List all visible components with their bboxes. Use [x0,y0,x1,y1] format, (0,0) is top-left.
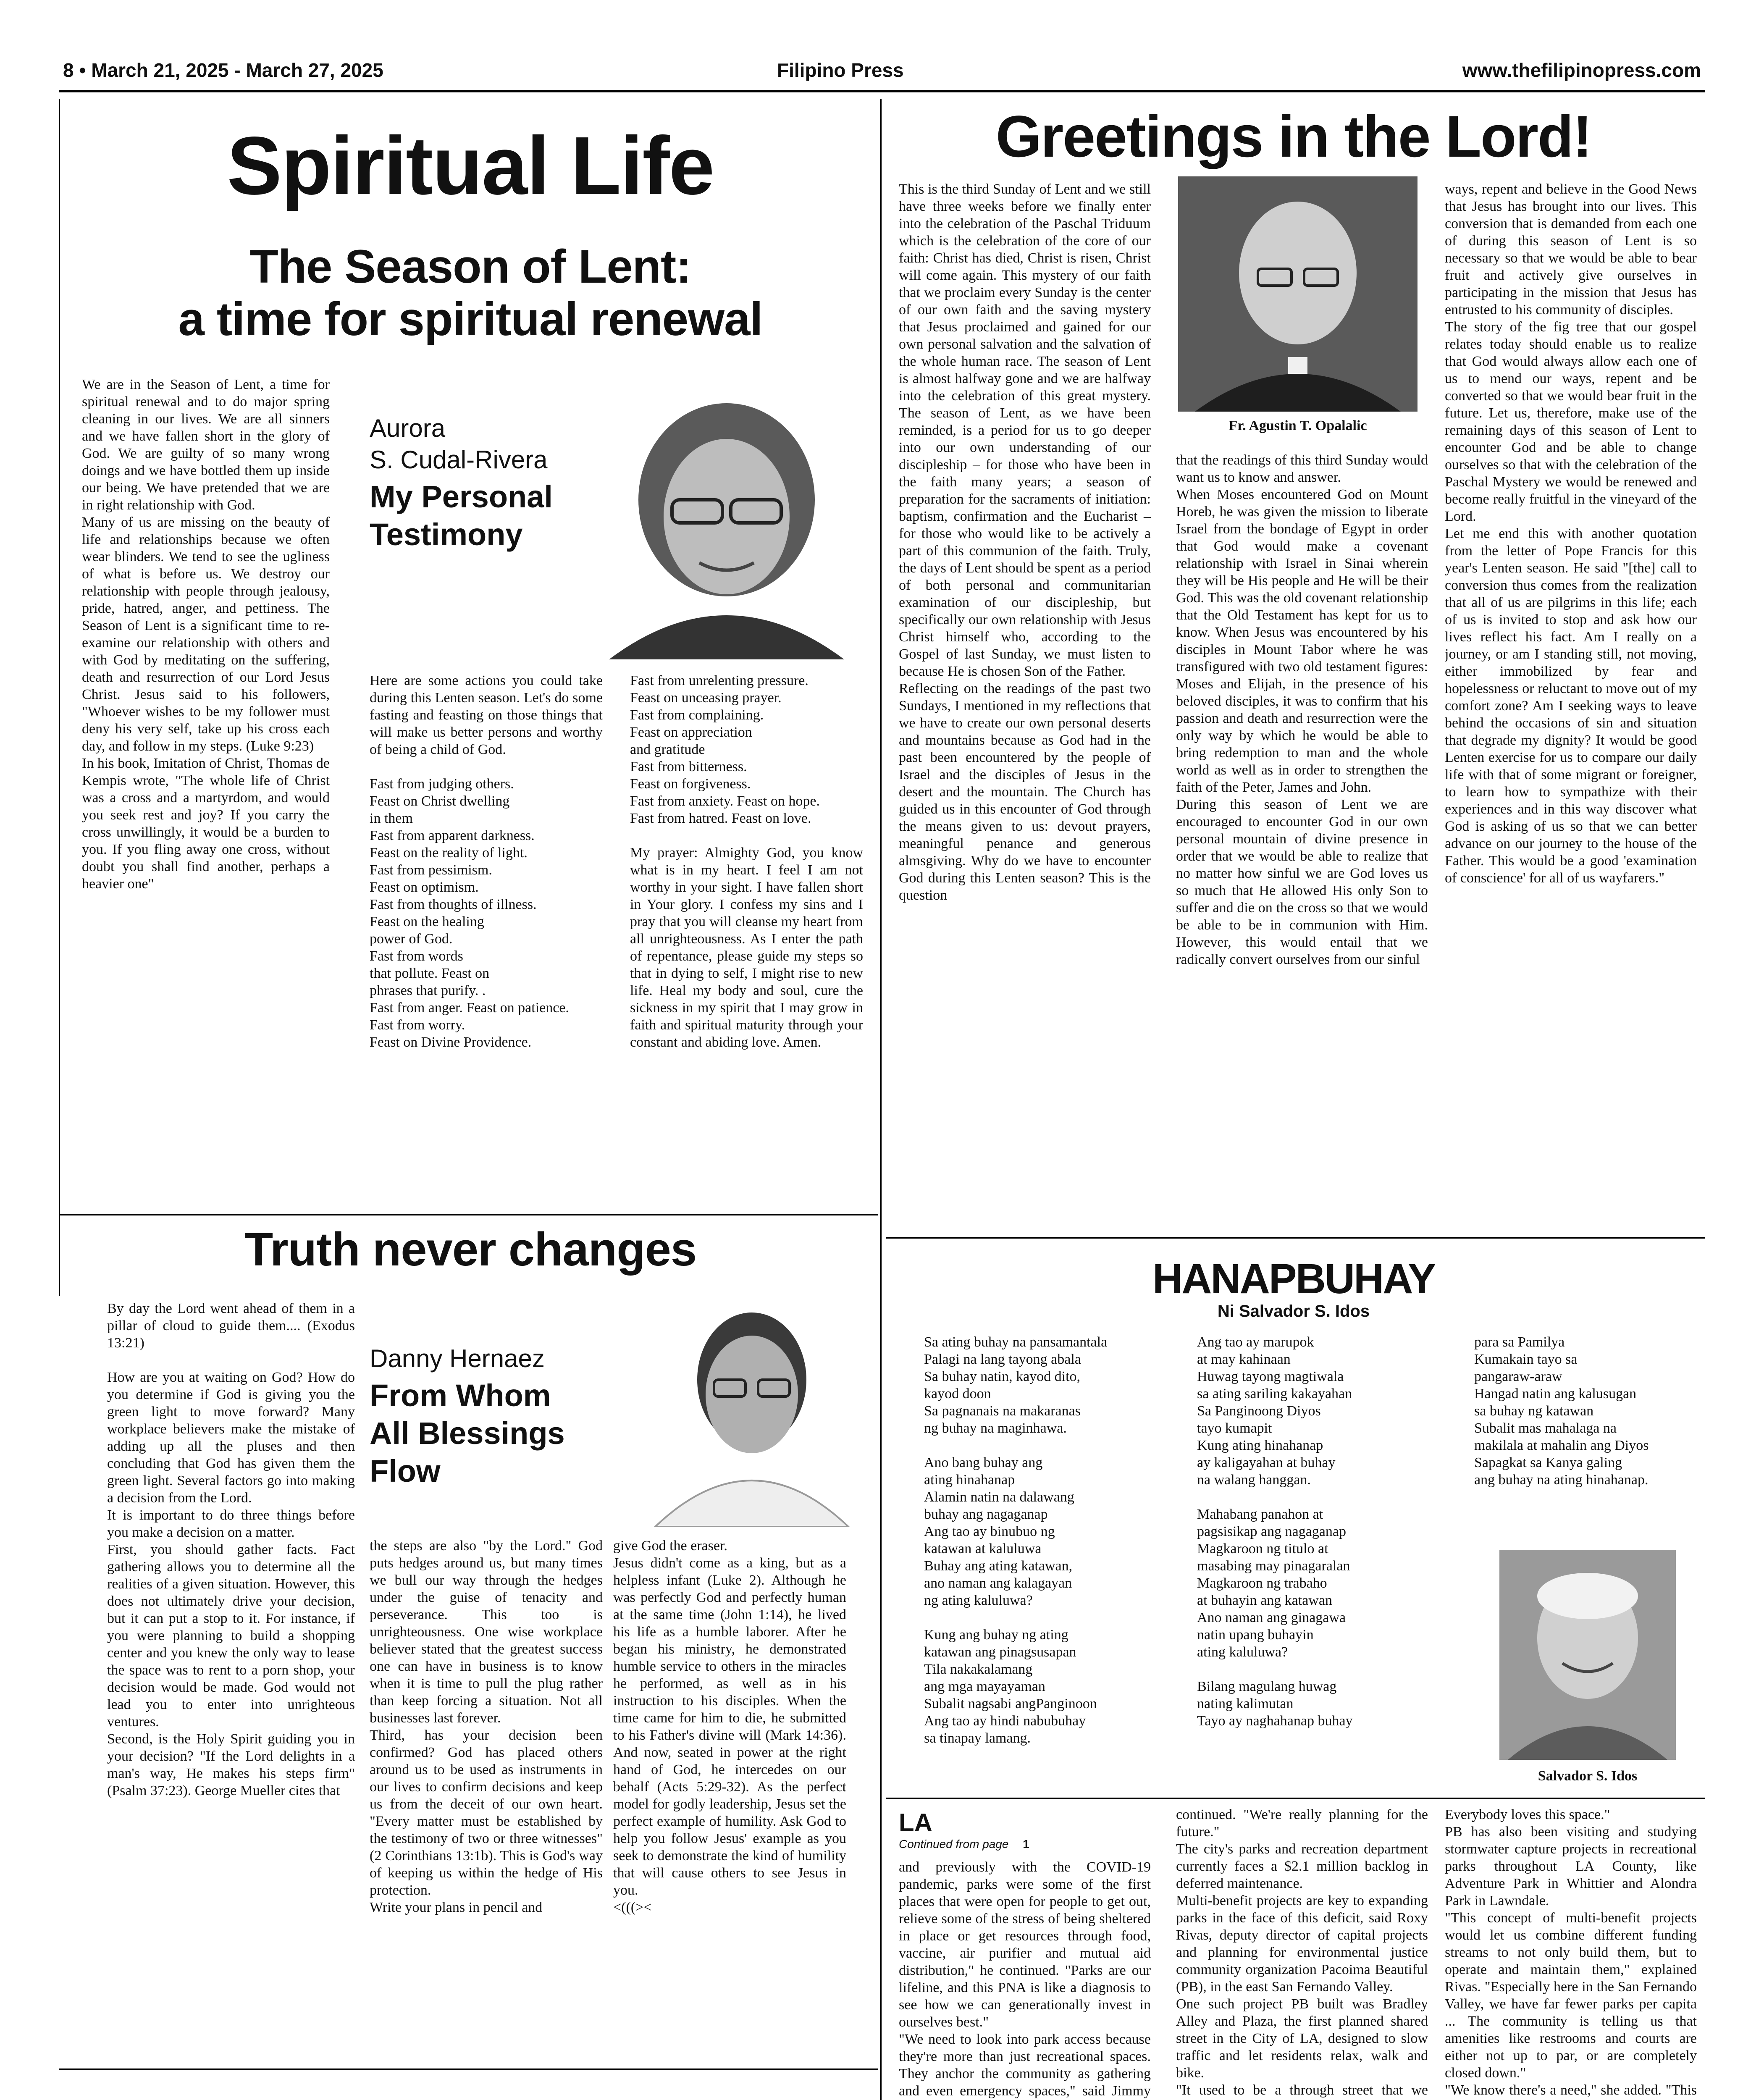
hanapbuhay-col2: Ang tao ay marupok at may kahinaan Huwag tayong magtiwala sa ating sariling kakayahan Sa Panginoong Diyos tayo kumapit Kung ating hinahanap ay kaligayahan at buhay na walang hanggan. Mahabang panahon at pagsisikap ang nagaganap Magkaroon ng titulo at masabing may pinagaralan Magkaroon ng trabaho at buhayin ang katawan Ano naman ang ginagawa natin upang buhayin ating kaluluwa? Bilang magulang huwag nating kalimutan Tayo ay naghahanap buhay [1197,1334,1353,1729]
truth-column-title-2: All Blessings [370,1416,565,1451]
headline-line2: a time for spiritual renewal [178,293,763,345]
column-title-line2: Testimony [370,517,523,552]
la-col2: continued. "We're really planning for the future." The city's parks and recreation department currently faces a $2.1 million backlog in deferred maintenance. Multi-benefit projects are key to expanding parks in the face of this deficit, said Roxy Rivas, deputy director of capital projects and planning for environmental justice community organization Pacoima Beautiful (PB), in the east San Fernando Valley. One such project PB built was Bradley Alley and Plaza, the first planned shared street in the City of LA, designed to slow traffic and let residents relax, walk and bike. "It used to be a through street that we [1176,1807,1428,2098]
la-continued-page[interactable]: 1 [1023,1838,1029,1851]
truth-col3: give God the eraser. Jesus didn't come as a king, but as a helpless infant (Luke 2). Although he was perfectly God and perfectly human at the same time (John 1:14), he lived his life as a humble laborer. After he began his ministry, he demonstrated humble service to others in the miracles he performed, as well as in his instruction to his disciples. When the time came for him to die, he submitted to his Father's divine will (Mark 14:36). And now, seated in power at the right hand of God, he intercedes on our behalf (Acts 5:29-32). As the perfect model for godly leadership, Jesus set the perfect example of humility. Ask God to help you follow Jesus' example as you seek to demonstrate the kind of humility that will cause others to see Jesus in you. <(((>< [613,1538,846,1915]
hanapbuhay-byline: Ni Salvador S. Idos [1217,1302,1370,1320]
page-header [63,55,1701,84]
greetings-col1: This is the third Sunday of Lent and we still have three weeks before we finally enter into the celebration of the Paschal Triduum which is the celebration of the core of our faith: Christ has died, Christ is risen, Christ will come again. This mystery of our faith that we proclaim every Sunday is the center of our own faith and the saving mystery that Jesus proclaimed and gained for our own personal salvation and the salvation of the whole human race. The season of Lent is almost halfway gone and we are halfway into the celebration of this great mystery. The season of Lent, as we have been reminded, is a period for us to go deeper into our own understanding of our discipleship – for those who have been in the faith many years; a season of preparation for the sacraments of initiation: baptism, confirmation and the Eucharist – for those who would like to be actively a part of this communion of the faith. Truly, the days of Lent should be spent as a period of both personal and communitarian examination of our discipleship, but specifically our own relationship with Jesus Christ himself who, according to the Gospel of last Sunday, we must listen to because He is chosen Son of the Father. Reflecting on the readings of the past two Sundays, I mentioned in my reflections that we have to create our own personal deserts and mountains because as God had in the past been encountered by the people of Israel and the disciples of Jesus in the desert and the mountain. The Church has guided us in this encounter of God through the means given to us: devout prayers, meaningful penance and generous almsgiving. Why do we have to encounter God during this Lenten season? This is the question [899,181,1151,903]
truth-bottom-rule [59,2068,878,2070]
salvador-photo-caption: Salvador S. Idos [1538,1768,1638,1784]
truth-headline: Truth never changes [244,1223,697,1276]
spiritual-col3: Fast from unrelenting pressure. Feast on unceasing prayer. Fast from complaining. Feast on appreciation and gratitude Fast from bitterness. Feast on forgiveness. Fast from anxiety. Feast on hope. Fast from hatred. Feast on love. My prayer: Almighty God, you know what is in my heart. I feel I am not worthy in your sight. I have fallen short in Your glory. I confess my sins and I pray that you will cleanse my heart from all unrighteousness. As I enter the path of repentance, please guide my steps so that in dying to self, I might rise to new life. Heal my body and soul, cure the sickness in my spirit that I may grow in faith and spiritual maturity through your constant and abiding love. Amen. [630,673,863,1050]
la-continued-label: Continued from page [899,1838,1009,1851]
spiritual-bottom-rule [59,1214,878,1215]
la-col3: Everybody loves this space." PB has also been visiting and studying stormwater capture projects in recreational parks throughout LA County, like Adventure Park in Whittier and Alondra Park in Lawndale. "This concept of multi-benefit projects would let us combine different funding streams to not only build them, but to operate and maintain them," explained Rivas. "Especially here in the San Fernando Valley, we have far fewer parks per capita ... The community is telling us that amenities like restrooms and courts are either not up to par, or are completely closed down." "We know there's a need," she added. "This [1445,1807,1697,2098]
hanapbuhay-col3: para sa Pamilya Kumakain tayo sa pangaraw-araw Hangad natin ang kalusugan sa buhay ng katawan Subalit mas mahalaga na makilala at mahalin ang Diyos Sapagkat sa Kanya galing ang buhay na ating hinahanap. [1474,1334,1649,1488]
truth-column-title-3: Flow [370,1454,441,1488]
header-date: 8 • March 21, 2025 - March 27, 2025 [63,59,383,81]
section-title: Spiritual Life [227,120,714,212]
left-column-border-left [59,99,60,1296]
hanapbuhay-bottom-rule [886,1798,1705,1799]
center-divider [880,99,882,2100]
header-rule [59,90,1705,92]
la-continued-from [899,1838,1029,1851]
author-last-name: S. Cudal-Rivera [370,446,548,474]
hanapbuhay-title: HANAPBUHAY [1152,1255,1435,1302]
truth-col2: the steps are also "by the Lord." God puts hedges around us, but many times we bull our way through the hedges under the guise of tenacity and perseverance. This too is unrighteousness. One wise workplace believer stated that the greatest success one can have in business is to know when it is time to pull the plug rather than keep forcing a situation. Not all businesses last forever. Third, has your decision been confirmed? God has placed others around us to be used as instruments in our lives to confirm decisions and keep us from the deceit of our own heart. "Every matter must be established by the testimony of two or three witnesses" (2 Corinthians 13:1b). This is God's way of keeping us within the hedge of His protection. Write your plans in pencil and [370,1538,603,1915]
la-col1: and previously with the COVID-19 pandemic, parks were some of the first places that were open for people to get out, relieve some of the stress of being sheltered in place or get resources through food, vaccine, air purifier and mutual aid distribution," he continued. "Parks are our lifeline, and this PNA is like a diagnosis to see how we can generationally invest in ourselves best." "We need to look into park access because they're more than just recreational spaces. They anchor the community as gathering and even emergency spaces," said Jimmy [899,1859,1151,2099]
headline-line1: The Season of Lent: [249,240,691,293]
spiritual-col1: We are in the Season of Lent, a time for spiritual renewal and to do major spring cleaning in our lives. We are all sinners and we have fallen short in the glory of God. We are guilty of so many wrong doings and we have bottled them up inside our being. We have pretended that we are in right relationship with God. Many of us are missing on the beauty of life and relationships because we often wear blinders. We tend to see the ugliness of what is before us. We destroy our relationship with people through jealousy, pride, hatred, anger, and pettiness. The Season of Lent is a significant time to re-examine our relationship with others and with God by meditating on the suffering, death and resurrection of our Lord Jesus Christ. Jesus said to his followers, "Whoever wishes to be my follower must deny his very self, take up his cross each day, and follow in my steps. (Luke 9:23) In his book, Imitation of Christ, Thomas de Kempis wrote, "The whole life of Christ was a cross and a martyrdom, and would you seek rest and joy? If you carry the cross unwillingly, it would be a burden to you. If you fling away one cross, without doubt you shall find another, perhaps a heavier one" [82,377,330,892]
greetings-headline: Greetings in the Lord! [995,103,1592,169]
la-title: LA [899,1809,932,1837]
greetings-bottom-rule [886,1237,1705,1239]
greetings-col3: ways, repent and believe in the Good News that Jesus has brought into our lives. This conversion that is demanded from each one of during this season of Lent is so necessary so that we would be able to bear fruit and actively give ourselves in participating in the mission that Jesus has entrusted to his community of disciples. The story of the fig tree that our gospel relates today should enable us to realize that God would always allow each one of us to mend our ways, repent and be converted so that we would bear fruit in the future. Let us, therefore, make use of the remaining days of this season of Lent to encounter God and be able to change ourselves so that with the celebration of the Paschal Mystery we would be renewed and become really fruitful in the vineyard of the Lord. Let me end this with another quotation from the letter of Pope Francis for this year's Lenten season. He said "[the] call to conversion thus comes from the realization that all of us are pilgrims in this life; each of us is invited to stop and ask how our lives reflect his fact. Am I really on a journey, or am I standing still, not moving, either immobilized by fear and hopelessness or reluctant to move out of my comfort zone? Am I seeking ways to leave behind the occasions of sin and situation that degrade my dignity? It would be good Lenten exercise for us to compare our daily life with that of some migrant or foreigner, to learn how to sympathize with their experiences and in this way discover what God is asking of us so that we can better advance on our journey to the house of the Father. This would be a good 'examination of conscience' for all of us wayfarers." [1445,181,1697,886]
header-publication: Filipino Press [777,59,904,81]
truth-author: Danny Hernaez [370,1344,545,1373]
spiritual-col2: Here are some actions you could take during this Lenten season. Let's do some fasting and feasting on those things that will make us better persons and worthy of being a child of God. Fast from judging others. Feast on Christ dwelling in them Fast from apparent darkness. Feast on the reality of light. Fast from pessimism. Feast on optimism. Fast from thoughts of illness. Feast on the healing power of God. Fast from words that pollute. Feast on phrases that purify. . Fast from anger. Feast on patience. Fast from worry. Feast on Divine Providence. [370,673,603,1050]
salvador-photo [1499,1550,1676,1760]
header-website[interactable]: www.thefilipinopress.com [1462,59,1701,81]
truth-column-title-1: From Whom [370,1378,551,1413]
greetings-col2: that the readings of this third Sunday would want us to know and answer. When Moses encountered God on Mount Horeb, he was given the mission to liberate Israel from the bondage of Egypt in order that God would make a covenant relationship with Israel in Sinai wherein they will be His people and He will be their God. This was the old covenant relationship that the Old Testament has kept for us to know. When Jesus was encountered by his disciples in Mount Tabor where he was transfigured with two old testament figures: Moses and Elijah, in the presence of his beloved disciples, it was to confirm that his passion and death and resurrection were the only way by which he would be able to bring redemption to man and the whole world as well as in order to strengthen the faith of the Peter, James and John. During this season of Lent we are encouraged to encounter God in our own personal mountain of divine presence in order that we would be able to realize that no matter how sinful we are God loves us so much that He allowed His only Son to suffer and die on the cross so that we would be able to be in communion with Him. However, this would entail that we radically convert ourselves from our sinful [1176,452,1428,967]
author-first-name: Aurora [370,414,446,442]
truth-col1: By day the Lord went ahead of them in a pillar of cloud to guide them.... (Exodus 13:21) How are you at waiting on God? How do you determine if God is giving you the green light to move forward? Many workplace believers make the mistake of adding up all the pluses and then concluding that God has given them the green light. Several factors go into making a decision from the Lord. It is important to do three things before you make a decision on a matter. First, you should gather facts. Fact gathering allows you to determine all the realities of a given situation. However, this does not ultimately drive your decision, but it can put a stop to it. For instance, if you were planning to build a shopping center and you knew the only way to lease the space was to rent to a porn shop, your decision would be made. God would not lead you to enter into unrighteous ventures. Second, is the Holy Spirit guiding you in your decision? "If the Lord delights in a man's way, He makes his steps firm" (Psalm 37:23). George Mueller cites that [107,1301,355,1798]
hanapbuhay-col1: Sa ating buhay na pansamantala Palagi na lang tayong abala Sa buhay natin, kayod dito, kayod doon Sa pagnanais na makaranas ng buhay na maginhawa. Ano bang buhay ang ating hinahanap Alamin natin na dalawang buhay ang nagaganap Ang tao ay binubuo ng katawan at kaluluwa Buhay ang ating katawan, ano naman ang kalagayan ng ating kaluluwa? Kung ang buhay ng ating katawan ang pinagsusapan Tila nakakalamang ang mga mayayaman Subalit nagsabi angPanginoon Ang tao ay hindi nabubuhay sa tinapay lamang. [924,1334,1108,1746]
author-photo-danny [630,1296,869,1527]
priest-photo-caption: Fr. Agustin T. Opalalic [1228,418,1367,433]
column-title-line1: My Personal [370,479,553,514]
priest-photo [1178,176,1418,412]
author-photo-aurora [592,391,848,659]
